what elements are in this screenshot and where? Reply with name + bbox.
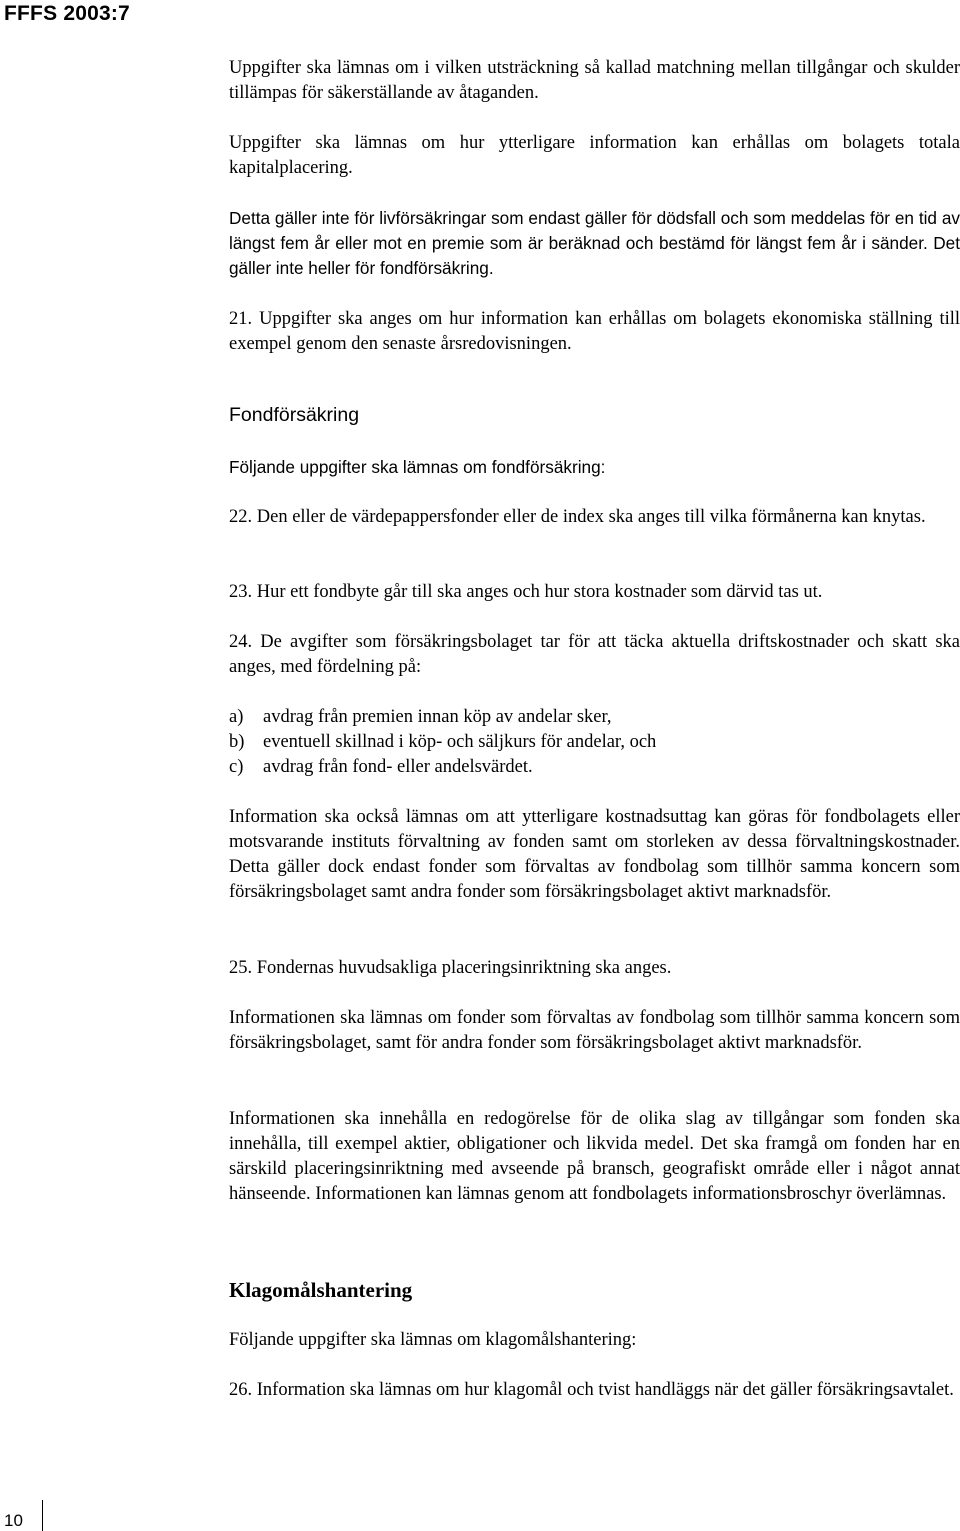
list-marker: b)	[229, 732, 245, 752]
document-code: FFFS 2003:7	[4, 2, 130, 25]
list-marker: c)	[229, 757, 244, 777]
paragraph-redogorelse	[229, 1107, 960, 1207]
intro-klagomalshantering	[229, 1328, 960, 1353]
item-number: 23.	[229, 582, 253, 602]
heading-fondforsakring: Fondförsäkring	[229, 404, 360, 426]
item-number: 26.	[229, 1380, 253, 1400]
item-number: 21.	[229, 309, 253, 329]
paragraph-21	[229, 307, 960, 357]
fee-list	[229, 705, 960, 780]
paragraph-text: Information ska lämnas om hur klagomål och tvist handläggs när det gäller försäkringsavtalet.	[256, 1380, 954, 1400]
paragraph-forvaltningskostnader	[229, 805, 960, 905]
list-marker: a)	[229, 707, 244, 727]
intro-fondforsakring	[229, 455, 960, 480]
page-number: 10	[4, 1511, 23, 1530]
list-text: avdrag från premien innan köp av andelar sker,	[263, 707, 612, 727]
paragraph-25	[229, 956, 960, 981]
item-number: 22.	[229, 507, 253, 527]
paragraph-livforsakring-undantag	[229, 206, 960, 281]
paragraph-23	[229, 580, 960, 605]
margin-rule	[42, 1500, 43, 1531]
paragraph-kapitalplacering	[229, 131, 960, 181]
list-text: avdrag från fond- eller andelsvärdet.	[263, 757, 533, 777]
list-item	[229, 705, 960, 730]
paragraph-text: Detta gäller inte för livförsäkringar som endast gäller för dödsfall och som meddelas för en tid av längst fem år eller mot en premie som är beräknad och bestämd för längst fem år i sänder. Det gäller inte heller för fondförsäkring.	[229, 208, 960, 278]
paragraph-text: Följande uppgifter ska lämnas om fondförsäkring:	[229, 457, 606, 477]
paragraph-text: Uppgifter ska anges om hur information kan erhållas om bolagets ekonomiska ställning till exempel genom den senaste årsredovisningen.	[229, 309, 960, 354]
paragraph-matchning	[229, 56, 960, 106]
paragraph-fonder-koncern	[229, 1006, 960, 1056]
list-item	[229, 755, 960, 780]
paragraph-text: Uppgifter ska lämnas om i vilken utsträckning så kallad matchning mellan tillgångar och skulder tillämpas för säkerställande av åtaganden.	[229, 58, 960, 103]
item-number: 25.	[229, 958, 253, 978]
paragraph-24	[229, 630, 960, 680]
paragraph-text: Informationen ska innehålla en redogörelse för de olika slag av tillgångar som fonden ska innehålla, till exempel aktier, obligationer och likvida medel. Det ska framgå om fonden har en särskild placeringsinriktning med avseende på bransch, geografiskt område eller i något annat hänseende. Informationen kan lämnas genom att fondbolagets informationsbroschyr överlämnas.	[229, 1109, 960, 1204]
paragraph-text: Informationen ska lämnas om fonder som förvaltas av fondbolag som tillhör samma koncern som försäkringsbolaget, samt för andra fonder som försäkringsbolaget aktivt marknadsför.	[229, 1008, 960, 1053]
paragraph-text: Följande uppgifter ska lämnas om klagomålshantering:	[229, 1330, 637, 1350]
paragraph-text: Information ska också lämnas om att ytterligare kostnadsuttag kan göras för fondbolagets eller motsvarande instituts förvaltning av fonden samt om storleken av dessa förvaltningskostnader. Detta gäller dock endast fonder som förvaltas av fondbolag som tillhör samma koncern som försäkringsbolaget samt andra fonder som försäkringsbolaget aktivt marknadsför.	[229, 807, 960, 902]
paragraph-text: De avgifter som försäkringsbolaget tar för att täcka aktuella driftskostnader och skatt ska anges, med fördelning på:	[229, 632, 960, 677]
paragraph-text: Fondernas huvudsakliga placeringsinriktning ska anges.	[256, 958, 672, 978]
paragraph-22	[229, 505, 960, 530]
list-item	[229, 730, 960, 755]
heading-klagomalshantering: Klagomålshantering	[229, 1278, 413, 1302]
paragraph-26	[229, 1378, 960, 1403]
paragraph-text: Den eller de värdepappersfonder eller de index ska anges till vilka förmånerna kan knytas.	[256, 507, 926, 527]
paragraph-text: Hur ett fondbyte går till ska anges och hur stora kostnader som därvid tas ut.	[256, 582, 823, 602]
list-text: eventuell skillnad i köp- och säljkurs för andelar, och	[263, 732, 657, 752]
item-number: 24.	[229, 632, 253, 652]
paragraph-text: Uppgifter ska lämnas om hur ytterligare information kan erhållas om bolagets totala kapitalplacering.	[229, 133, 960, 178]
